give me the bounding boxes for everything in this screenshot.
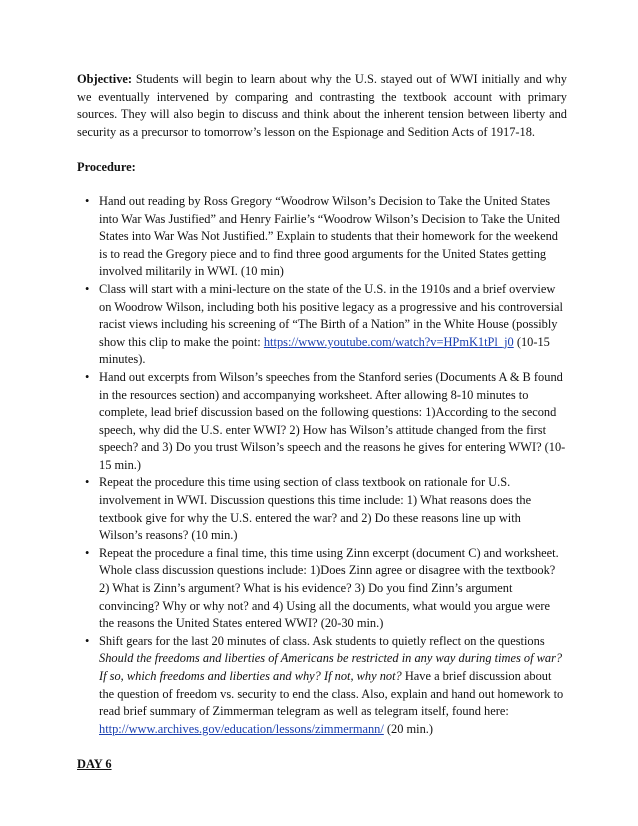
bullet-icon: •: [85, 281, 90, 296]
bullet-icon: •: [85, 545, 90, 560]
objective-text: Students will begin to learn about why the U.S. stayed out of WWI initially and why we eventually intervened by comparing and contrasting the textbook account with primary sources. They will also begin to discuss and think about the inherent tension between liberty and security as a precursor to tomorrow’s lesson on the Espionage and Sedition Acts of 1917-18.: [77, 72, 567, 139]
objective-label: Objective:: [77, 72, 133, 86]
document-page: [77, 71, 567, 774]
procedure-list: [77, 193, 567, 738]
list-item-text: Hand out excerpts from Wilson’s speeches from the Stanford series (Documents A & B found in the resources section) and accompanying worksheet. After allowing 8-10 minutes to complete, lead brief discussion based on the following questions: 1)According to the second speech, why did the U.S. enter WWI? 2) How has Wilson’s attitude changed from the first speech? and 3) Do you trust Wilson’s speech and the reasons he gives for entering WWI? (10-15 min.): [99, 369, 566, 472]
list-item-text: Class will start with a mini-lecture on the state of the U.S. in the 1910s and a brief overview on Woodrow Wilson, including both his positive legacy as a progressive and his controversial racist views including his screening of “The Birth of a Nation” in the White House (possibly show this clip to make the point:: [99, 281, 563, 349]
archives-link[interactable]: http://www.archives.gov/education/lessons/zimmermann/: [99, 721, 384, 736]
list-item: [85, 281, 567, 369]
list-item-text-end: (10-15 minutes).: [99, 334, 550, 367]
objective-paragraph: [77, 71, 567, 141]
list-item: [85, 474, 567, 544]
list-item-text: Repeat the procedure a final time, this time using Zinn excerpt (document C) and worksheet. Whole class discussion questions include: 1)Does Zinn agree or disagree with the textbook? 2) What is Zinn’s argument? What is his evidence? 3) Do you find Zinn’s argument convincing? Why or why not? and 4) Using all the documents, what would you argue were the reasons the United States entered WWI? (20-30 min.): [99, 545, 559, 631]
list-item-text-end: (20 min.): [383, 721, 434, 736]
list-item-text: Shift gears for the last 20 minutes of class. Ask students to quietly reflect on the questions: [99, 633, 545, 648]
list-item-text: Repeat the procedure this time using section of class textbook on rationale for U.S. involvement in WWI. Discussion questions this time include: 1) What reasons does the textbook give for why the U.S. entered the war? and 2) Do these reasons line up with Wilson’s reasons? (10 min.): [99, 475, 532, 543]
list-item: [85, 193, 567, 281]
procedure-heading: Procedure:: [77, 160, 136, 175]
bullet-icon: •: [85, 193, 90, 208]
bullet-icon: •: [85, 369, 90, 384]
list-item-text-middle: Have a brief discussion about the question of freedom vs. security to end the class. Also, explain and hand out homework to read brief summary of Zimmerman telegram as well as telegram itself, found here:: [99, 669, 564, 719]
reflection-questions: Should the freedoms and liberties of Americans be restricted in any way during times of war? If so, which freedoms and liberties and why? If not, why not?: [99, 651, 563, 683]
day-6-heading: DAY 6: [77, 757, 112, 772]
bullet-icon: •: [85, 633, 90, 648]
list-item: [85, 369, 567, 475]
youtube-link[interactable]: https://www.youtube.com/watch?v=HPmK1tPl_j0: [263, 334, 514, 349]
list-item: [85, 633, 567, 739]
list-item-text: Hand out reading by Ross Gregory “Woodrow Wilson’s Decision to Take the United States into War Was Justified” and Henry Fairlie’s “Woodrow Wilson’s Decision to Take the United States into War Was Not Justified.” Explain to students that their homework for the weekend is to read the Gregory piece and to find three good arguments for the United States getting involved militarily in WWI. (10 min): [99, 193, 561, 279]
bullet-icon: •: [85, 475, 90, 490]
list-item: [85, 545, 567, 633]
